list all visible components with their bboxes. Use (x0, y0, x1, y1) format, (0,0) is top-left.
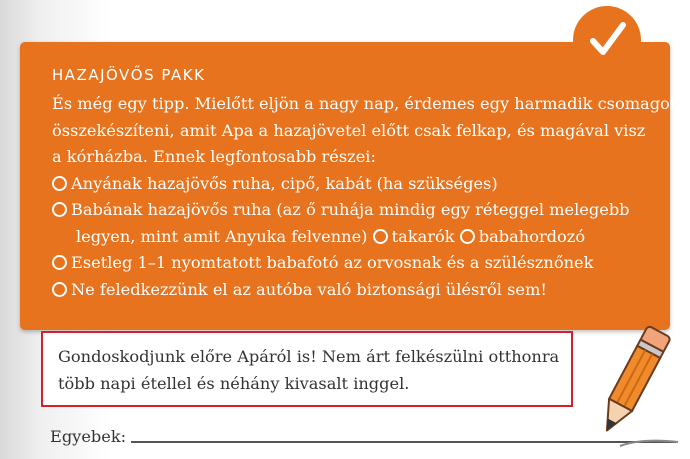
list-item-text: takarók (391, 226, 455, 246)
list-item-text: Babának hazajövős ruha (az ő ruhája mindig egy réteggel melegebb (71, 200, 630, 219)
circle-bullet-icon (52, 202, 67, 217)
intro-line: És még egy tipp. Mielőtt eljön a nagy nap, érdemes egy harmadik csomagot (52, 94, 677, 113)
note-line: több napi étellel és néhány kivasalt inggel. (58, 373, 410, 393)
circle-bullet-icon (460, 229, 475, 244)
list-item (52, 197, 662, 224)
list-item-text: Esetleg 1–1 nyomtatott babafotó az orvosnak és a szülésznőnek (71, 253, 594, 272)
list-item (52, 277, 662, 304)
note-line: Gondoskodjunk előre Apáról is! Nem árt felkészülni otthonra (58, 347, 560, 366)
checkmark-icon (588, 20, 628, 60)
intro-line: a kórházba. Ennek legfontosabb részei: (52, 147, 376, 166)
card-body (52, 91, 677, 303)
card-title: HAZAJÖVŐS PAKK (52, 66, 206, 84)
list-item (52, 250, 662, 277)
other-label: Egyebek: (50, 427, 127, 446)
circle-bullet-icon (52, 282, 67, 297)
tip-note-text (58, 343, 559, 396)
intro-line: összekészíteni, amit Apa a hazajövetel előtt csak felkap, és magával visz (52, 120, 646, 140)
list-item-text: babahordozó (478, 226, 586, 246)
list-item-text: legyen, mint amit Anyuka felvenne) (76, 226, 368, 246)
list-item (52, 224, 662, 251)
list-item-text: Anyának hazajövős ruha, cipő, kabát (ha szükséges) (71, 173, 498, 193)
tip-note-box (41, 331, 573, 407)
list-item (52, 171, 662, 198)
circle-bullet-icon (52, 255, 67, 270)
check-badge (573, 6, 641, 74)
pencil-icon (580, 320, 680, 450)
list-item-text: Ne feledkezzünk el az autóba való biztonsági ülésről sem! (71, 279, 547, 299)
circle-bullet-icon (52, 176, 67, 191)
circle-bullet-icon (373, 229, 388, 244)
